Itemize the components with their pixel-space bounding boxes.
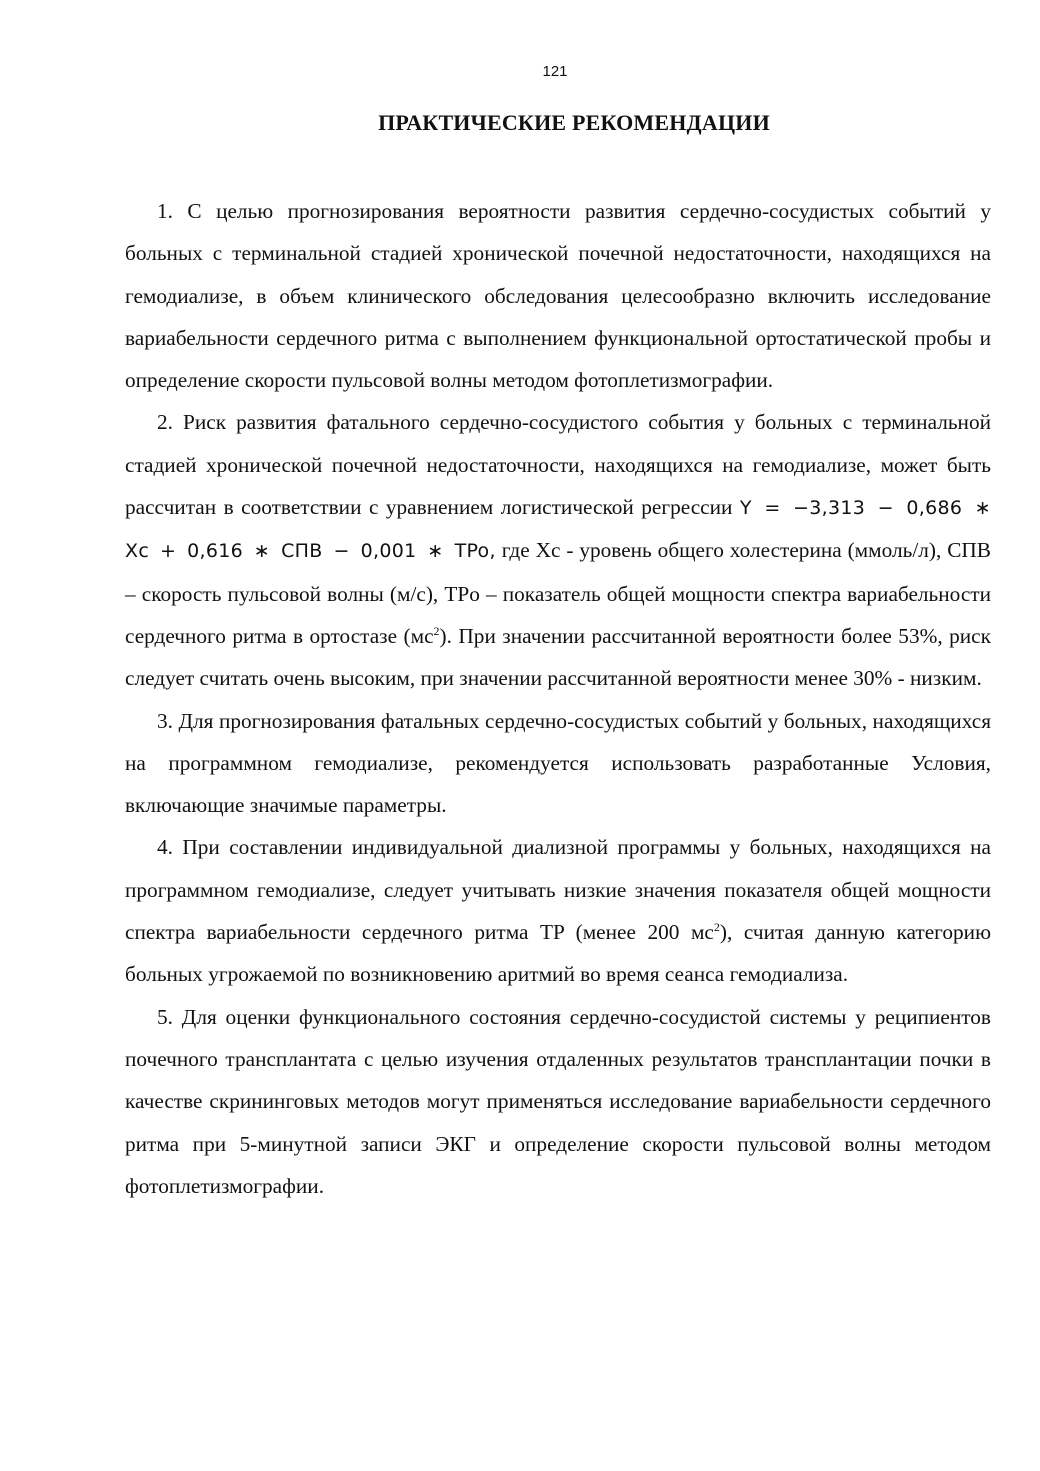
recommendation-item-4: [125, 826, 991, 995]
recommendation-text: где Хс - уровень общего холестерина (ммоль/л), СПВ – скорость пульсовой волны (м/с), TPo – показатель общей мощности спектра вариабельности сердечного ритма в ортостазе (мс: [125, 538, 991, 648]
recommendation-text: 5. Для оценки функционального состояния сердечно-сосудистой системы у реципиентов почечного трансплантата с целью изучения отдаленных результатов трансплантации почки в качестве скрининговых методов могут применяться исследование вариабельности сердечного ритма при 5-минутной записи ЭКГ и определение скорости пульсовой волны методом фотоплетизмографии.: [125, 1004, 991, 1198]
recommendations-list: [125, 190, 991, 1207]
page-title: ПРАКТИЧЕСКИЕ РЕКОМЕНДАЦИИ: [378, 110, 770, 135]
page-number: 121: [542, 63, 568, 80]
recommendation-item-5: [125, 996, 991, 1207]
recommendation-text: 3. Для прогнозирования фатальных сердечно-сосудистых событий у больных, находящихся на программном гемодиализе, рекомендуется использовать разработанные Условия, включающие значимые параметры.: [125, 708, 991, 818]
recommendation-text: 4. При составлении индивидуальной диализной программы у больных, находящихся на программном гемодиализе, следует учитывать низкие значения показателя общей мощности спектра вариабельности сердечного ритма TP (менее 200 мс: [125, 835, 991, 945]
regression-formula: Y = −3,313 − 0,686 ∗ Xc + 0,616 ∗ СПВ − 0,001 ∗ TPo,: [125, 497, 991, 563]
superscript: 2: [433, 623, 440, 638]
recommendation-item-3: [125, 700, 991, 827]
recommendation-item-1: [125, 190, 991, 401]
recommendation-text: 1. С целью прогнозирования вероятности развития сердечно-сосудистых событий у больных с терминальной стадией хронической почечной недостаточности, находящихся на гемодиализе, в объем клинического обследования целесообразно включить исследование вариабельности сердечного ритма с выполнением функциональной ортостатической пробы и определение скорости пульсовой волны методом фотоплетизмографии.: [125, 199, 991, 393]
recommendation-text: ). При значении рассчитанной вероятности более 53%, риск следует считать очень высоким, при значении рассчитанной вероятности менее 30% - низким.: [125, 623, 991, 691]
recommendation-item-2: [125, 401, 991, 699]
recommendation-text: 2. Риск развития фатального сердечно-сосудистого события у больных с терминальной стадией хронической почечной недостаточности, находящихся на гемодиализе, может быть рассчитан в соответствии с уравнением логистической регрессии: [125, 410, 991, 520]
superscript: 2: [713, 919, 720, 934]
recommendation-text: ), считая данную категорию больных угрожаемой по возникновению аритмий во время сеанса гемодиализа.: [125, 920, 991, 987]
